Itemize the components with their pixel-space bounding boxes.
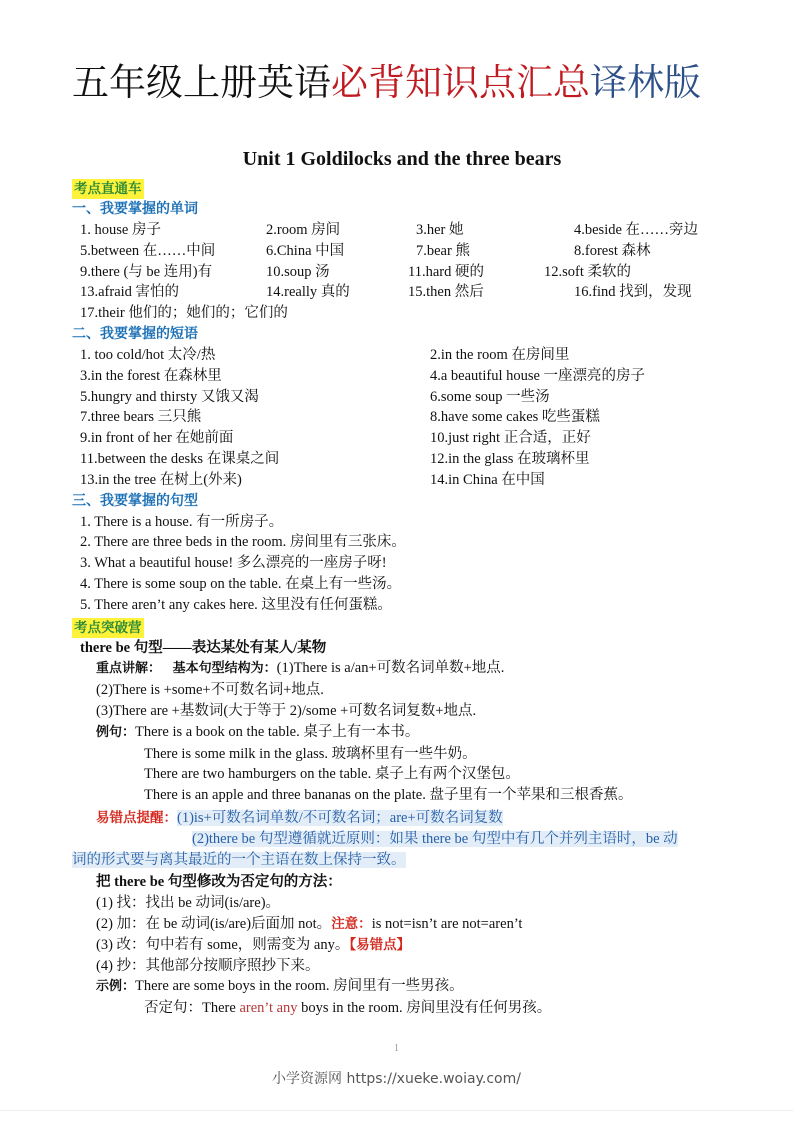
note-text: is not=isn’t are not=aren’t: [371, 915, 523, 932]
word-row: [72, 241, 732, 262]
warning-2: (2)there be 句型遵循就近原则：如果 there be 句型中有几个并列主语时，be 动: [192, 830, 678, 847]
phrase-row: [72, 407, 732, 428]
word-item: 2.room 房间: [266, 222, 341, 238]
word-row: [72, 262, 732, 283]
demo-label: 示例：: [96, 979, 136, 995]
phrase-item: 4.a beautiful house 一座漂亮的房子: [430, 367, 646, 384]
word-item: 4.beside 在……旁边: [574, 222, 699, 238]
phrase-list: [72, 345, 732, 491]
section-tag-direct: 考点直通车: [74, 181, 142, 197]
phrase-row: [72, 428, 732, 449]
warning-3: 词的形式要与离其最近的一个主语在数上保持一致。: [72, 851, 406, 868]
phrase-row: [72, 449, 732, 470]
word-item: 14.really 真的: [266, 284, 350, 301]
section-heading-phrases: 二、我要掌握的短语: [72, 325, 198, 342]
warning-line-3: [72, 850, 732, 871]
warning-1: (1)is+可数名词单数/不可数名词；are+可数名词复数: [177, 809, 503, 826]
bottom-divider: [0, 1110, 793, 1111]
phrase-item: 3.in the forest 在森林里: [80, 367, 222, 384]
phrase-item: 8.have some cakes 吃些蛋糕: [430, 409, 600, 426]
title-part-black: 五年级上册英语: [72, 61, 331, 104]
section-tag-breakthrough: 考点突破营: [74, 619, 142, 636]
note-label: 注意：: [331, 915, 372, 932]
key-point-1: (1)There is a/an+可数名词单数+地点.: [276, 660, 505, 677]
phrase-item: 7.three bears 三只熊: [80, 409, 202, 426]
demo-negative-line: [72, 998, 732, 1019]
demo-sentence: There are some boys in the room. 房间里有一些男孩。: [135, 978, 464, 995]
demo-line: [72, 976, 732, 998]
phrase-item: 2.in the room 在房间里: [430, 346, 570, 363]
key-point-line: [72, 658, 732, 680]
sentence-item: 3. What a beautiful house! 多么漂亮的一座房子呀!: [80, 555, 387, 572]
example-line: [72, 722, 732, 744]
example-item: There is a book on the table. 桌子上有一本书。: [135, 723, 420, 740]
phrase-item: 10.just right 正合适，正好: [430, 430, 591, 447]
key-point-2: (2)There is +some+不可数名词+地点.: [96, 682, 324, 699]
example-item: There is some milk in the glass. 玻璃杯里有一些牛奶。: [144, 745, 477, 762]
example-item: There is an apple and three bananas on the plate. 盘子里有一个苹果和三根香蕉。: [144, 787, 633, 804]
phrase-item: 13.in the tree 在树上(外来): [80, 471, 242, 488]
key-point-label: 重点讲解：: [96, 661, 162, 677]
error-prone-tag: 【易错点】: [349, 936, 411, 953]
word-item: 1. house 房子: [80, 222, 161, 238]
word-row: [72, 303, 732, 324]
grammar-heading: there be 句型——表达某处有某人/某物: [80, 639, 327, 656]
negative-heading: 把 there be 句型修改为否定句的方法：: [96, 874, 342, 891]
word-item: 11.hard 硬的: [408, 263, 484, 280]
phrase-item: 5.hungry and thirsty 又饿又渴: [80, 388, 259, 405]
title-part-blue: 译林版: [590, 61, 701, 104]
key-point-3: (3)There are +基数词(大于等于 2)/some +可数名词复数+地点.: [96, 702, 477, 719]
step-add: (2) 加：在 be 动词(is/are)后面加 not。: [96, 915, 332, 932]
page-number: 1: [394, 1043, 399, 1054]
step-copy: (4) 抄：其他部分按顺序照抄下来。: [96, 957, 320, 974]
title-part-red: 必背知识点汇总: [331, 61, 590, 104]
example-label: 例句：: [96, 724, 136, 740]
phrase-item: 1. too cold/hot 太冷/热: [80, 346, 216, 363]
phrase-item: 12.in the glass 在玻璃杯里: [430, 450, 590, 467]
sentence-item: 5. There aren’t any cakes here. 这里没有任何蛋糕。: [80, 596, 392, 613]
word-item: 16.find 找到，发现: [574, 284, 692, 301]
phrase-row: [72, 470, 732, 491]
phrase-item: 6.some soup 一些汤: [430, 388, 550, 405]
phrase-row: [72, 366, 732, 387]
word-item: 7.bear 熊: [416, 242, 470, 259]
footer-source: 小学资源网 https://xueke.woiay.com/: [272, 1071, 521, 1087]
word-item: 3.her 她: [416, 222, 464, 238]
phrase-item: 9.in front of her 在她前面: [80, 430, 234, 447]
demo-neg-rest: boys in the room. 房间里没有任何男孩。: [297, 1000, 552, 1017]
phrase-item: 14.in China 在中国: [430, 471, 545, 488]
word-row: [72, 282, 732, 303]
word-item: 15.then 然后: [408, 284, 484, 301]
step-add-line: [72, 914, 732, 935]
phrase-row: [72, 387, 732, 408]
word-item: 9.there (与 be 连用)有: [80, 263, 213, 280]
example-item: There are two hamburgers on the table. 桌子上有两个汉堡包。: [144, 766, 520, 783]
phrase-item: 11.between the desks 在课桌之间: [80, 450, 280, 467]
step-find: (1) 找：找出 be 动词(is/are)。: [96, 895, 281, 912]
phrase-row: [72, 345, 732, 366]
word-row: [72, 220, 732, 241]
word-list: [72, 220, 732, 324]
word-item: 12.soft 柔软的: [544, 263, 631, 280]
sentence-list: [72, 512, 732, 616]
section-heading-words: 一、我要掌握的单词: [72, 201, 198, 217]
word-item: 8.forest 森林: [574, 242, 651, 259]
sentence-item: 4. There is some soup on the table. 在桌上有一些汤。: [80, 575, 402, 592]
document-body: [72, 140, 732, 1019]
step-change: (3) 改：句中若有 some，则需变为 any。: [96, 936, 350, 953]
warning-line-1: [72, 808, 732, 829]
word-item: 5.between 在……中间: [80, 242, 216, 259]
demo-neg-label: 否定句：There: [144, 1000, 240, 1017]
warning-label: 易错点提醒：: [96, 809, 177, 826]
page-title: [72, 58, 701, 108]
sentence-item: 1. There is a house. 有一所房子。: [80, 513, 284, 530]
warning-line-2: [72, 829, 732, 850]
section-heading-sentences: 三、我要掌握的句型: [72, 492, 198, 509]
word-item: 10.soup 汤: [266, 263, 330, 280]
word-item: 17.their 他们的；她们的；它们的: [80, 305, 288, 322]
demo-neg-highlight: aren’t any: [239, 1000, 298, 1017]
word-item: 6.China 中国: [266, 242, 345, 259]
unit-title: Unit 1 Goldilocks and the three bears: [242, 148, 562, 170]
key-point-sub: 基本句型结构为：: [172, 661, 277, 677]
step-change-line: [72, 935, 732, 956]
sentence-item: 2. There are three beds in the room. 房间里有三张床。: [80, 534, 406, 551]
word-item: 13.afraid 害怕的: [80, 284, 180, 301]
